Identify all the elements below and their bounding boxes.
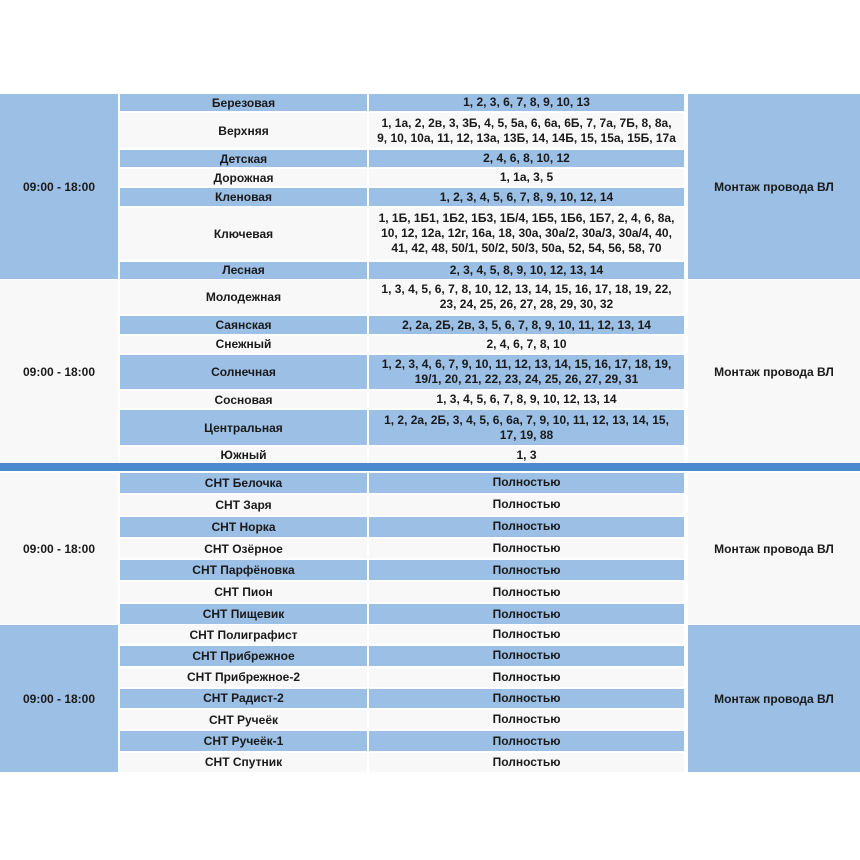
street-cell: СНТ Прибрежное-2 [118, 668, 367, 687]
table-row [118, 517, 686, 539]
table-row [118, 539, 686, 561]
houses-cell: Полностью [367, 495, 684, 515]
street-cell: Солнечная [118, 355, 367, 389]
houses-cell: Полностью [367, 517, 684, 537]
time-cell: 09:00 - 18:00 [0, 280, 118, 464]
houses-cell: 1, 3 [367, 447, 684, 464]
table-row [118, 336, 686, 355]
time-cell: 09:00 - 18:00 [0, 625, 118, 772]
street-cell: СНТ Радист-2 [118, 689, 367, 708]
houses-cell: Полностью [367, 689, 684, 708]
houses-cell: Полностью [367, 560, 684, 580]
street-cell: СНТ Пищевик [118, 604, 367, 624]
address-rows [118, 94, 686, 279]
table-row [118, 710, 686, 731]
houses-cell: Полностью [367, 710, 684, 729]
houses-cell: Полностью [367, 646, 684, 665]
houses-cell: 2, 4, 6, 7, 8, 10 [367, 336, 684, 353]
table-row [118, 391, 686, 410]
street-cell: СНТ Ручеёк [118, 710, 367, 729]
table-row [118, 169, 686, 188]
street-cell: Южный [118, 447, 367, 464]
work-type-cell: Монтаж провода ВЛ [686, 473, 860, 624]
houses-cell: Полностью [367, 625, 684, 644]
street-cell: Лесная [118, 262, 367, 279]
table-row [118, 113, 686, 150]
houses-cell: Полностью [367, 582, 684, 602]
table-row [118, 447, 686, 464]
street-cell: Детская [118, 150, 367, 167]
street-cell: СНТ Ручеёк-1 [118, 731, 367, 750]
houses-cell: Полностью [367, 668, 684, 687]
work-type-cell: Монтаж провода ВЛ [686, 280, 860, 464]
outage-schedule-table [0, 94, 860, 773]
time-cell: 09:00 - 18:00 [0, 473, 118, 624]
houses-cell: 2, 3, 4, 5, 8, 9, 10, 12, 13, 14 [367, 262, 684, 279]
houses-cell: 1, 2, 2а, 2Б, 3, 4, 5, 6, 6а, 7, 9, 10, 11, 12, 13, 14, 15, 17, 19, 88 [367, 410, 684, 444]
table-row [118, 689, 686, 710]
address-rows [118, 625, 686, 772]
street-cell: СНТ Парфёновка [118, 560, 367, 580]
table-row [118, 604, 686, 624]
street-cell: Снежный [118, 336, 367, 353]
table-row [118, 646, 686, 667]
houses-cell: Полностью [367, 731, 684, 750]
street-cell: Верхняя [118, 113, 367, 148]
address-rows [118, 473, 686, 624]
work-type-cell: Монтаж провода ВЛ [686, 625, 860, 772]
schedule-block-3 [0, 473, 860, 625]
street-cell: СНТ Норка [118, 517, 367, 537]
houses-cell: Полностью [367, 539, 684, 559]
table-row [118, 188, 686, 207]
street-cell: Молодежная [118, 280, 367, 314]
schedule-block-1 [0, 94, 860, 280]
street-cell: СНТ Полиграфист [118, 625, 367, 644]
street-cell: СНТ Заря [118, 495, 367, 515]
table-row [118, 473, 686, 495]
section-divider-bar [0, 463, 860, 471]
table-row [118, 668, 686, 689]
houses-cell: Полностью [367, 753, 684, 772]
table-row [118, 316, 686, 335]
houses-cell: 1, 1а, 3, 5 [367, 169, 684, 186]
houses-cell: 1, 2, 3, 4, 6, 7, 9, 10, 11, 12, 13, 14, 15, 16, 17, 18, 19, 19/1, 20, 21, 22, 23, 24, 25, 26, 27, 29, 31 [367, 355, 684, 389]
street-cell: Кленовая [118, 188, 367, 205]
houses-cell: 1, 1а, 2, 2в, 3, 3Б, 4, 5, 5а, 6, 6а, 6Б, 7, 7а, 7Б, 8, 8а, 9, 10, 10а, 11, 12, 13а, 13Б, 14, 14Б, 15, 15а, 15Б, 17а [367, 113, 684, 148]
houses-cell: 1, 3, 4, 5, 6, 7, 8, 10, 12, 13, 14, 15, 16, 17, 18, 19, 22, 23, 24, 25, 26, 27, 28, 29, 30, 32 [367, 280, 684, 314]
work-type-cell: Монтаж провода ВЛ [686, 94, 860, 279]
schedule-block-4 [0, 625, 860, 773]
table-row [118, 262, 686, 279]
houses-cell: Полностью [367, 473, 684, 493]
street-cell: Сосновая [118, 391, 367, 408]
houses-cell: 1, 2, 3, 6, 7, 8, 9, 10, 13 [367, 94, 684, 111]
houses-cell: 1, 2, 3, 4, 5, 6, 7, 8, 9, 10, 12, 14 [367, 188, 684, 205]
street-cell: Центральная [118, 410, 367, 444]
street-cell: Саянская [118, 316, 367, 333]
table-row [118, 560, 686, 582]
houses-cell: 1, 3, 4, 5, 6, 7, 8, 9, 10, 12, 13, 14 [367, 391, 684, 408]
table-row [118, 731, 686, 752]
table-row [118, 355, 686, 391]
street-cell: СНТ Пион [118, 582, 367, 602]
table-row [118, 208, 686, 262]
houses-cell: 2, 2а, 2Б, 2в, 3, 5, 6, 7, 8, 9, 10, 11, 12, 13, 14 [367, 316, 684, 333]
table-row [118, 150, 686, 169]
address-rows [118, 280, 686, 464]
street-cell: Дорожная [118, 169, 367, 186]
table-row [118, 582, 686, 604]
table-row [118, 280, 686, 316]
table-row [118, 410, 686, 446]
table-row [118, 625, 686, 646]
schedule-block-2 [0, 280, 860, 465]
street-cell: Ключевая [118, 208, 367, 260]
street-cell: СНТ Прибрежное [118, 646, 367, 665]
table-row [118, 753, 686, 772]
time-cell: 09:00 - 18:00 [0, 94, 118, 279]
houses-cell: 2, 4, 6, 8, 10, 12 [367, 150, 684, 167]
houses-cell: Полностью [367, 604, 684, 624]
street-cell: Березовая [118, 94, 367, 111]
table-row [118, 94, 686, 113]
street-cell: СНТ Спутник [118, 753, 367, 772]
street-cell: СНТ Озёрное [118, 539, 367, 559]
table-row [118, 495, 686, 517]
street-cell: СНТ Белочка [118, 473, 367, 493]
houses-cell: 1, 1Б, 1Б1, 1Б2, 1Б3, 1Б/4, 1Б5, 1Б6, 1Б7, 2, 4, 6, 8а, 10, 12, 12а, 12г, 16а, 18, 30а, 30а/2, 30а/3, 30а/4, 40, 41, 42, 48, 50/1, 50/2, 50/3, 50а, 52, 54, 56, 58, 70 [367, 208, 684, 260]
